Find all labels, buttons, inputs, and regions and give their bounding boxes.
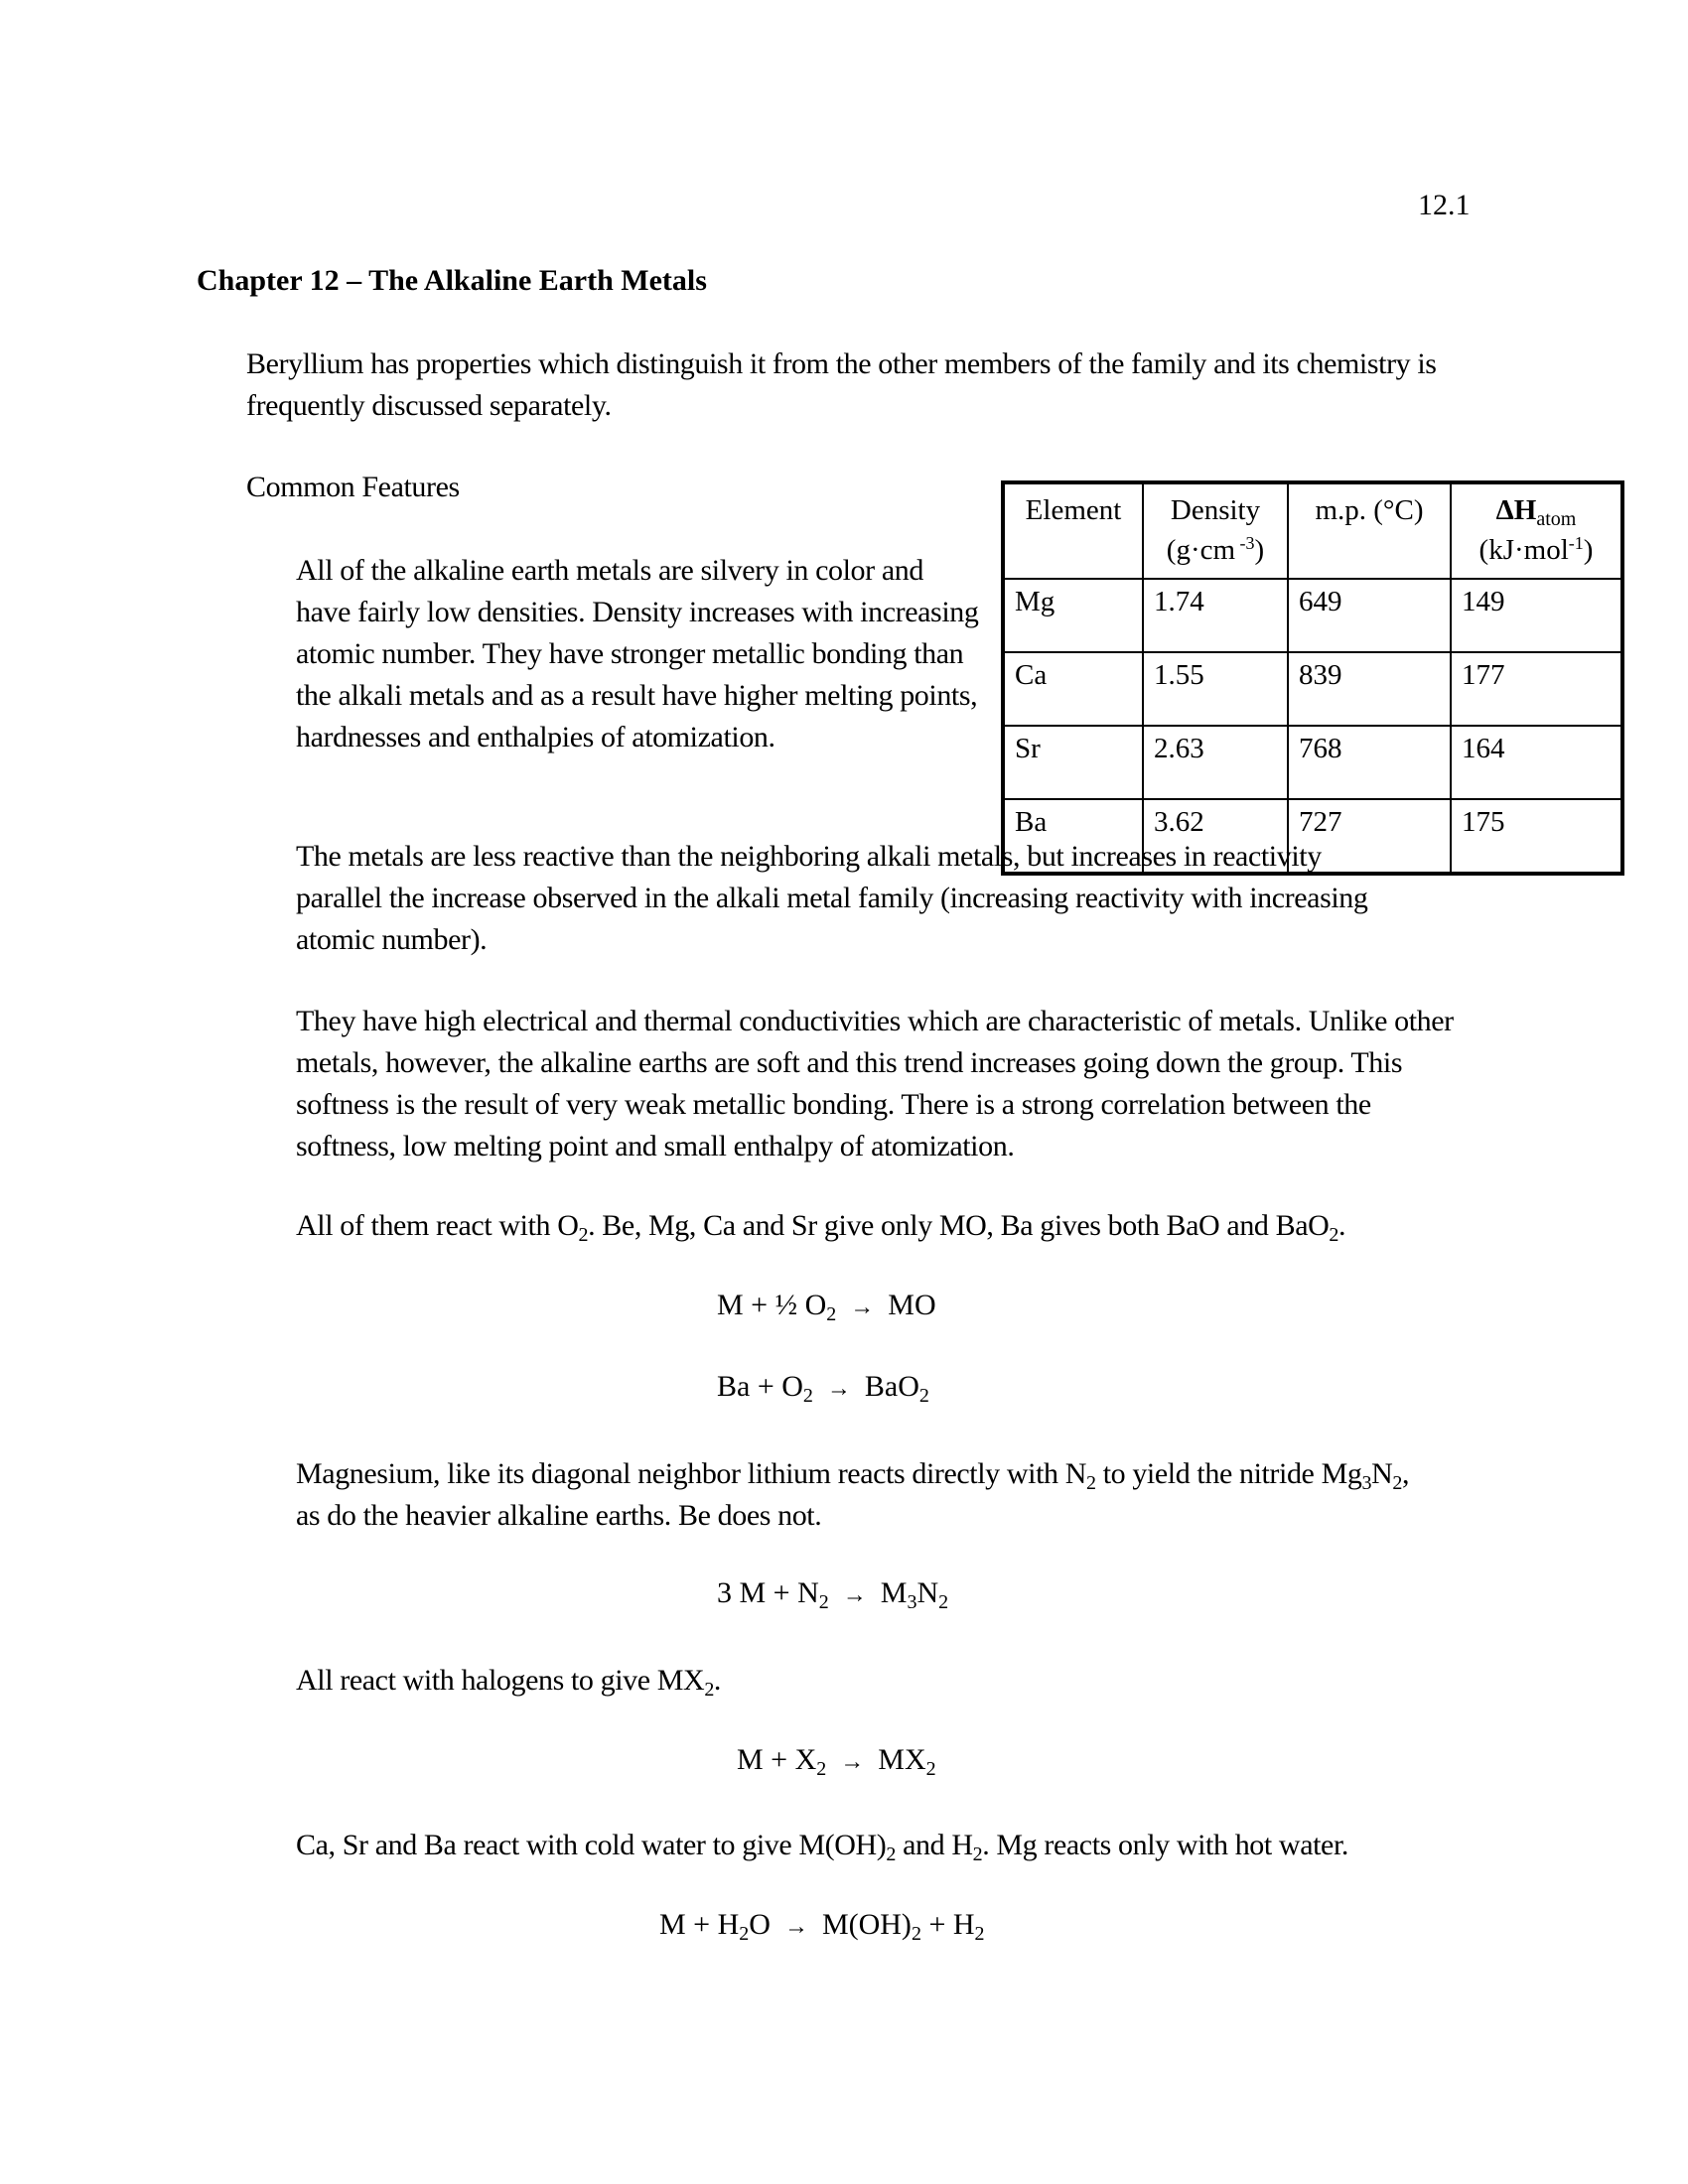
table-row — [1003, 652, 1622, 726]
oxygen-text-b: . Be, Mg, Ca and Sr give only MO, Ba gives both BaO and BaO — [588, 1209, 1330, 1242]
subscript: 2 — [802, 1385, 813, 1407]
cell-melting-point: 649 — [1288, 579, 1451, 652]
equation-lhs: M + H — [659, 1908, 740, 1941]
nitride-text-d: , — [1401, 1457, 1410, 1490]
equation-rhs: MX — [878, 1743, 926, 1776]
page-number: 12.1 — [1418, 189, 1471, 221]
subscript: 2 — [1329, 1224, 1339, 1246]
equation-lhs: M + ½ O — [717, 1289, 827, 1321]
equation-lhs-b: O — [749, 1908, 771, 1941]
subscript: 2 — [886, 1843, 896, 1865]
paragraph-halogens — [296, 1660, 1487, 1702]
halogen-text-a: All react with halogens to give MX — [296, 1664, 705, 1697]
table-header-row — [1003, 482, 1622, 579]
paragraph-oxygen — [296, 1205, 1487, 1247]
subscript: 3 — [907, 1591, 917, 1613]
properties-table — [1001, 480, 1624, 876]
water-text-c: . Mg reacts only with hot water. — [982, 1829, 1348, 1861]
subscript: 2 — [818, 1591, 829, 1613]
equation-halide — [737, 1743, 936, 1780]
equation-rhs: BaO — [864, 1370, 919, 1403]
cell-element: Mg — [1003, 579, 1143, 652]
nitride-text-c: N — [1371, 1457, 1393, 1490]
header-density-label: Density — [1170, 494, 1261, 526]
header-enthalpy-unit: (kJ·mol — [1478, 534, 1569, 566]
nitride-text-b: to yield the nitride Mg — [1095, 1457, 1362, 1490]
equation-peroxide — [717, 1370, 929, 1407]
equation-lhs: M + X — [737, 1743, 817, 1776]
subscript: 2 — [816, 1758, 827, 1780]
nitride-text-e: as do the heavier alkaline earths. Be does not. — [296, 1499, 822, 1532]
paragraph-conductivity: They have high electrical and thermal conductivities which are characteristic of metals. Unlike other metals, however, the alkaline earths are soft and this trend increases going down the group. This softness is the result of very weak metallic bonding. There is a strong correlation between the softness, low melting point and small enthalpy of atomization. — [296, 1005, 1454, 1162]
water-text-b: and H — [896, 1829, 973, 1861]
cell-enthalpy: 177 — [1451, 652, 1622, 726]
subscript: 3 — [1361, 1472, 1372, 1494]
equation-rhs: M — [880, 1576, 908, 1609]
cell-density: 1.55 — [1143, 652, 1288, 726]
equation-rhs-b: N — [916, 1576, 939, 1609]
equation-lhs: 3 M + N — [717, 1576, 819, 1609]
nitride-text-a: Magnesium, like its diagonal neighbor lithium reacts directly with N — [296, 1457, 1086, 1490]
header-enthalpy — [1451, 482, 1622, 579]
subscript: 2 — [911, 1923, 921, 1945]
equation-rhs-b: + H — [920, 1908, 975, 1941]
subscript: 2 — [1392, 1472, 1402, 1494]
header-enthalpy-subscript: atom — [1536, 508, 1577, 530]
equation-rhs: M(OH) — [821, 1908, 912, 1941]
cell-density: 3.62 — [1143, 799, 1288, 874]
cell-element: Ba — [1003, 799, 1143, 874]
paragraph-properties: All of the alkaline earth metals are silvery in color and have fairly low densities. Density increases with increasing atomic number. They have stronger metallic bonding than the alkali metals and as a result have higher melting points, hardnesses and enthalpies of atomization. — [296, 554, 979, 753]
header-enthalpy-symbol: ΔH — [1495, 494, 1537, 526]
cell-density: 1.74 — [1143, 579, 1288, 652]
subscript: 2 — [918, 1385, 929, 1407]
header-enthalpy-exponent: -1 — [1568, 533, 1584, 553]
subscript: 2 — [739, 1923, 750, 1945]
subscript: 2 — [974, 1923, 985, 1945]
header-enthalpy-close: ) — [1583, 534, 1594, 566]
paragraph-reactivity: The metals are less reactive than the neighboring alkali metals, but increases in reactivity parallel the increase observed in the alkali metal family (increasing reactivity with increasing atomic number). — [296, 840, 1368, 956]
equation-lhs: Ba + O — [717, 1370, 803, 1403]
section-heading: Common Features — [246, 471, 460, 503]
subscript: 2 — [704, 1679, 714, 1701]
oxygen-text-a: All of them react with O — [296, 1209, 579, 1242]
cell-enthalpy: 149 — [1451, 579, 1622, 652]
subscript: 2 — [1085, 1472, 1096, 1494]
halogen-text-b: . — [713, 1664, 722, 1697]
arrow-icon: → — [842, 1582, 867, 1608]
header-density — [1143, 482, 1288, 579]
subscript: 2 — [925, 1758, 936, 1780]
header-density-unit: (g·cm — [1166, 534, 1236, 566]
cell-density: 2.63 — [1143, 726, 1288, 799]
equation-nitride — [717, 1576, 949, 1613]
equation-oxide — [717, 1289, 936, 1325]
header-density-close: ) — [1254, 534, 1265, 566]
intro-paragraph: Beryllium has properties which distinguish it from the other members of the family and its chemistry is frequently discussed separately. — [246, 347, 1437, 422]
cell-enthalpy: 175 — [1451, 799, 1622, 874]
subscript: 2 — [578, 1224, 589, 1246]
equation-rhs: MO — [888, 1289, 936, 1321]
header-element: Element — [1003, 482, 1143, 579]
chapter-title: Chapter 12 – The Alkaline Earth Metals — [197, 264, 707, 297]
subscript: 2 — [972, 1843, 983, 1865]
paragraph-water — [296, 1825, 1487, 1866]
table-row — [1003, 726, 1622, 799]
paragraph-nitride — [296, 1453, 1487, 1537]
water-text-a: Ca, Sr and Ba react with cold water to give M(OH) — [296, 1829, 887, 1861]
cell-enthalpy: 164 — [1451, 726, 1622, 799]
subscript: 2 — [938, 1591, 949, 1613]
cell-melting-point: 839 — [1288, 652, 1451, 726]
cell-melting-point: 727 — [1288, 799, 1451, 874]
oxygen-text-c: . — [1338, 1209, 1346, 1242]
cell-melting-point: 768 — [1288, 726, 1451, 799]
cell-element: Ca — [1003, 652, 1143, 726]
arrow-icon: → — [840, 1749, 865, 1775]
equation-hydroxide — [659, 1908, 985, 1945]
arrow-icon: → — [850, 1295, 875, 1320]
header-melting-point: m.p. (°C) — [1288, 482, 1451, 579]
arrow-icon: → — [826, 1376, 851, 1402]
header-density-exponent: -3 — [1235, 533, 1255, 553]
cell-element: Sr — [1003, 726, 1143, 799]
arrow-icon: → — [783, 1914, 808, 1940]
table-row — [1003, 579, 1622, 652]
subscript: 2 — [826, 1303, 837, 1325]
